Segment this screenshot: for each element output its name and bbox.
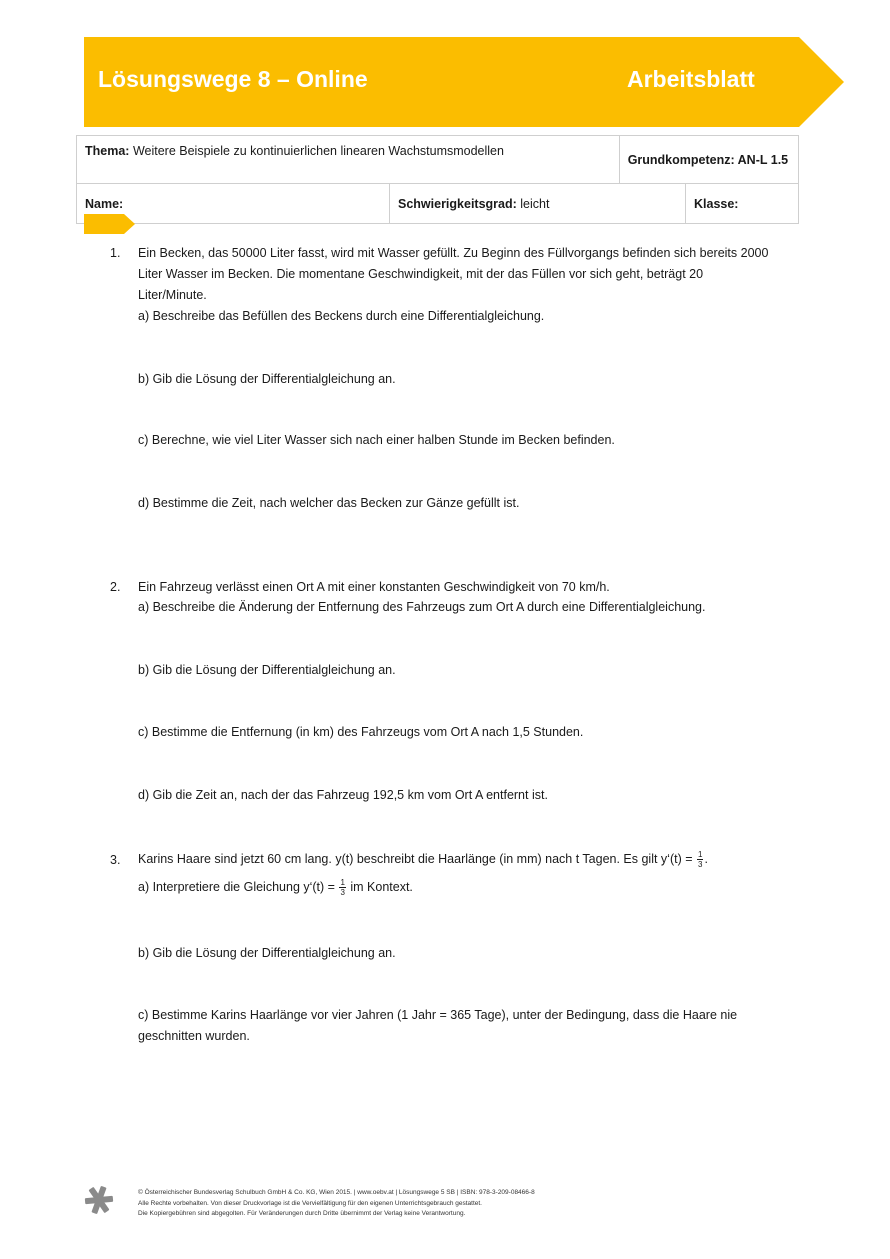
doc-type-label: Arbeitsblatt	[627, 66, 755, 92]
oebv-asterisk-logo-icon	[84, 1185, 114, 1215]
task-3-part-a-pre: a) Interpretiere die Gleichung y‘(t) =	[138, 880, 339, 894]
task-2-intro: Ein Fahrzeug verlässt einen Ort A mit einer konstanten Geschwindigkeit von 70 km/h.	[138, 580, 610, 594]
thema-label: Thema:	[85, 144, 130, 158]
task-2-number: 2.	[110, 580, 121, 594]
task-1-part-a: a) Beschreibe das Befüllen des Beckens durch eine Differentialgleichung.	[138, 309, 545, 323]
task-1-part-c: c) Berechne, wie viel Liter Wasser sich nach einer halben Stunde im Becken befinden.	[138, 433, 615, 447]
footer-line-1: © Österreichischer Bundesverlag Schulbuch GmbH & Co. KG, Wien 2015. | www.oebv.at | Lösungswege 5 SB | ISBN: 978-3-209-08466-8	[138, 1189, 535, 1196]
klasse-label: Klasse:	[694, 196, 739, 211]
task-2-part-b: b) Gib die Lösung der Differentialgleichung an.	[138, 663, 396, 677]
task-3-intro-text: Karins Haare sind jetzt 60 cm lang. y(t) beschreibt die Haarlänge (in mm) nach t Tagen. Es gilt y‘(t) =	[138, 852, 696, 866]
fraction-one-third	[339, 878, 345, 897]
fraction-denominator: 3	[340, 888, 345, 898]
schwierigkeit-label: Schwierigkeitsgrad:	[398, 196, 517, 211]
task-3-part-c-line-2: geschnitten wurden.	[138, 1029, 250, 1043]
fraction-numerator: 1	[340, 878, 345, 888]
task-2-part-c: c) Bestimme die Entfernung (in km) des Fahrzeugs vom Ort A nach 1,5 Stunden.	[138, 725, 584, 739]
task-3-number: 3.	[110, 853, 121, 867]
task-2-part-a: a) Beschreibe die Änderung der Entfernung des Fahrzeugs zum Ort A durch eine Differentialgleichung.	[138, 600, 706, 614]
task-3-part-c-line-1: c) Bestimme Karins Haarlänge vor vier Jahren (1 Jahr = 365 Tage), unter der Bedingung, dass die Haare nie	[138, 1008, 738, 1022]
schwierigkeit-value: leicht	[520, 196, 550, 211]
footer-copyright	[138, 1188, 535, 1220]
task-3-intro-end: .	[704, 852, 708, 866]
kompetenz-label: Grundkompetenz: AN-L 1.5	[627, 152, 789, 167]
page-title: Lösungswege 8 – Online	[98, 66, 368, 92]
task-1-number: 1.	[110, 246, 121, 260]
footer-line-3: Die Kopiergebühren sind abgegolten. Für Veränderungen durch Dritte übernimmt der Verlag keine Verantwortung.	[138, 1210, 466, 1217]
footer-line-2: Alle Rechte vorbehalten. Von dieser Druckvorlage ist die Vervielfältigung für den eigenen Unterrichtsgebrauch gestattet.	[138, 1199, 482, 1207]
task-3-part-b: b) Gib die Lösung der Differentialgleichung an.	[138, 946, 396, 960]
task-1-intro-line-2: Liter Wasser im Becken. Die momentane Geschwindigkeit, mit der das Füllen vor sich geht, beträgt 20	[138, 267, 704, 281]
task-3-part-a	[138, 877, 798, 898]
fraction-one-third	[697, 850, 703, 869]
thema-value: Weitere Beispiele zu kontinuierlichen linearen Wachstumsmodellen	[132, 144, 504, 158]
task-1-part-b: b) Gib die Lösung der Differentialgleichung an.	[138, 372, 396, 386]
task-3-intro	[138, 849, 798, 870]
fraction-denominator: 3	[698, 860, 703, 870]
task-1-intro-line-1: Ein Becken, das 50000 Liter fasst, wird mit Wasser gefüllt. Zu Beginn des Füllvorgangs befinden sich bereits 2000	[138, 246, 769, 260]
fraction-numerator: 1	[698, 850, 703, 860]
task-2-part-d: d) Gib die Zeit an, nach der das Fahrzeug 192,5 km vom Ort A entfernt ist.	[138, 788, 548, 802]
task-1-part-d: d) Bestimme die Zeit, nach welcher das Becken zur Gänze gefüllt ist.	[138, 496, 520, 510]
name-label: Name:	[85, 196, 124, 211]
task-1-intro-line-3: Liter/Minute.	[138, 288, 207, 302]
task-3-part-a-post: im Kontext.	[346, 880, 413, 894]
